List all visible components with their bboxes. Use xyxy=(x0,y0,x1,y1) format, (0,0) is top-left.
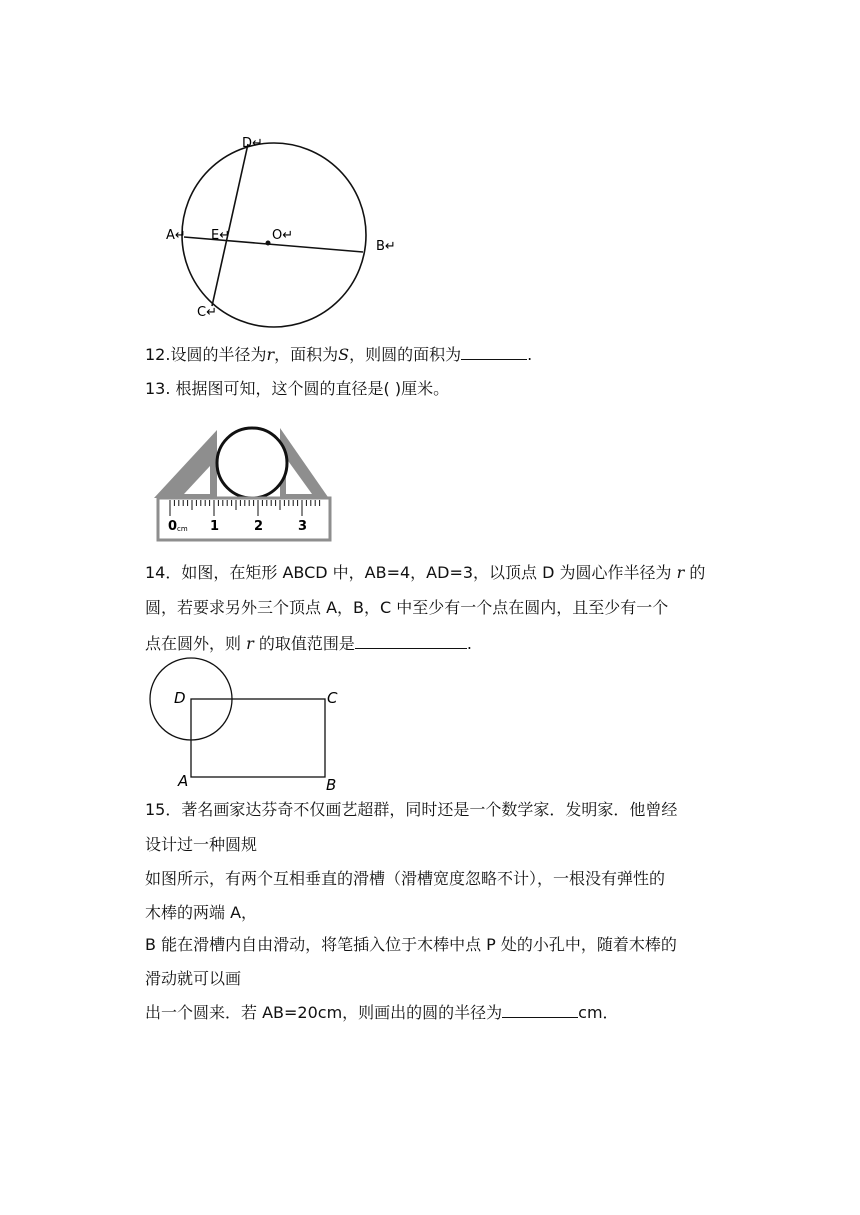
label-a: A↵ xyxy=(166,228,186,243)
label-a: A xyxy=(178,772,189,790)
question-15-line-4: 木棒的两端 A， xyxy=(145,903,258,922)
ruler-circle-figure xyxy=(150,418,340,544)
question-12: 12.设圆的半径为r，面积为S，则圆的面积为 . xyxy=(145,345,533,364)
measured-circle xyxy=(217,428,287,498)
center-point xyxy=(266,241,271,246)
label-d: D↵ xyxy=(242,136,263,151)
label-d: D xyxy=(174,689,186,707)
answer-blank-12[interactable] xyxy=(461,343,527,360)
question-15-line-5: B 能在滑槽内自由滑动，将笔插入位于木棒中点 P 处的小孔中，随着木棒的 xyxy=(145,935,677,954)
label-b: B↵ xyxy=(376,239,396,254)
chord-cd xyxy=(212,144,248,306)
question-15-line-1: 15．著名画家达芬奇不仅画艺超群，同时还是一个数学家．发明家．他曾经 xyxy=(145,800,678,819)
question-14-line-2: 圆，若要求另外三个顶点 A，B，C 中至少有一个点在圆内，且至少有一个 xyxy=(145,598,669,617)
ruler-tick-1: 1 xyxy=(210,519,220,534)
question-14-line-3: 点在圆外，则 r 的取值范围是 . xyxy=(145,634,472,653)
label-c: C↵ xyxy=(197,305,217,320)
label-b: B xyxy=(326,776,337,794)
label-e: E↵ xyxy=(211,228,231,243)
question-15-line-2: 设计过一种圆规 xyxy=(145,835,258,854)
answer-blank-14[interactable] xyxy=(355,632,467,649)
question-15-line-3: 如图所示，有两个互相垂直的滑槽（滑槽宽度忽略不计），一根没有弹性的 xyxy=(145,869,666,888)
ruler-tick-2: 2 xyxy=(254,519,264,534)
question-14-line-1: 14．如图，在矩形 ABCD 中，AB=4，AD=3，以顶点 D 为圆心作半径为 r 的 xyxy=(145,563,706,582)
question-15-line-7: 出一个圆来．若 AB=20cm，则画出的圆的半径为 cm． xyxy=(145,1003,619,1022)
label-o: O↵ xyxy=(272,228,294,243)
rectangle-abcd xyxy=(191,699,325,777)
circle-chord-figure xyxy=(160,130,400,335)
ruler-tick-3: 3 xyxy=(298,519,308,534)
question-13: 13. 根据图可知，这个圆的直径是( )厘米。 xyxy=(145,379,450,398)
ruler-tick-0: 0 xyxy=(168,519,178,534)
ruler-unit: cm xyxy=(177,525,188,533)
question-15-line-6: 滑动就可以画 xyxy=(145,969,242,988)
rectangle-circle-figure xyxy=(145,655,355,795)
label-c: C xyxy=(327,689,338,707)
answer-blank-15[interactable] xyxy=(502,1001,578,1018)
